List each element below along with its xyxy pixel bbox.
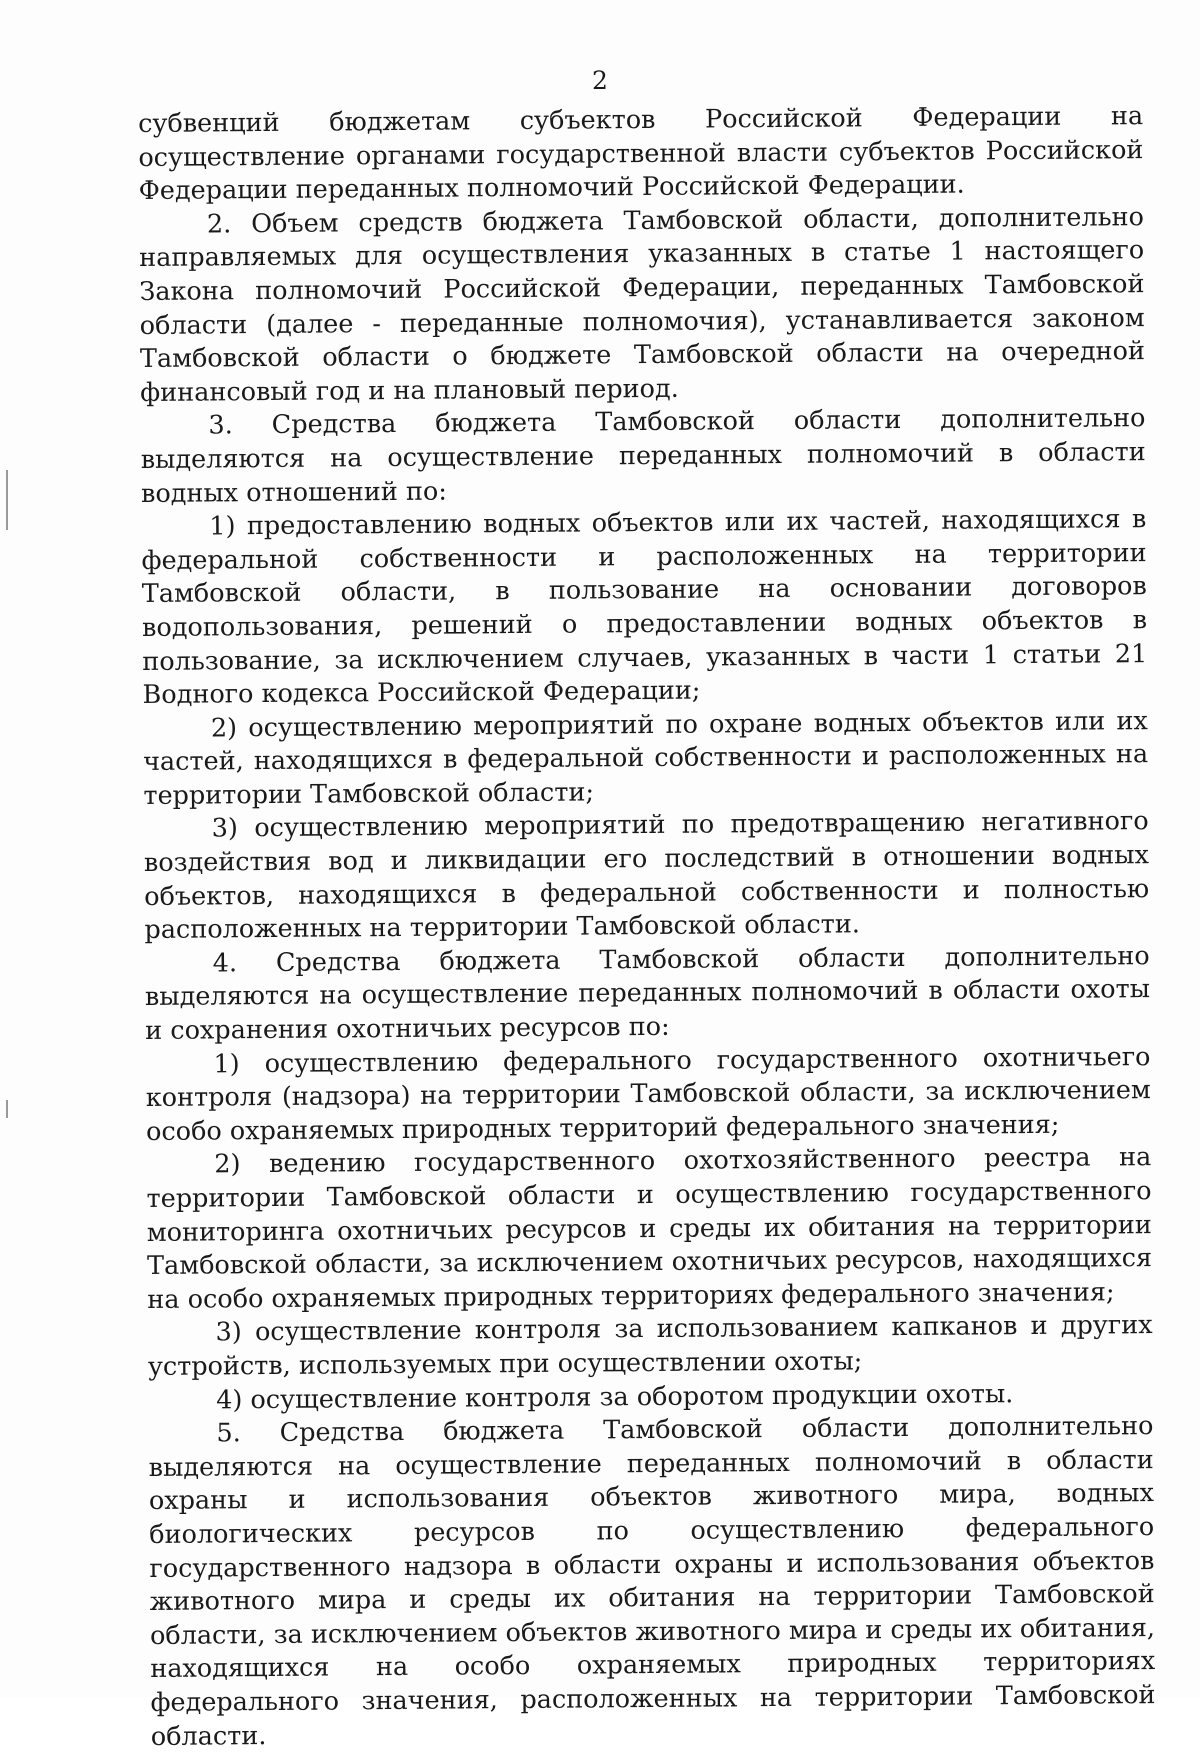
paragraph: 2) осуществлению мероприятий по охране водных объектов или их частей, находящихся в федеральной собственности и расположенных на территории Тамбовской области; [143, 705, 1149, 811]
scan-edge-mark [6, 470, 8, 530]
paragraph: 2) ведению государственного охотхозяйственного реестра на территории Тамбовской области и осуществлению государственного мониторинга охотничьих ресурсов и среды их обитания на территории Тамбовской области, за исключением охотничьих ресурсов, находящихся на особо охраняемых природных территориях федерального значения; [146, 1142, 1153, 1315]
paragraph: 3) осуществление контроля за использованием капканов и других устройств, используемых при осуществлении охоты; [147, 1310, 1153, 1382]
paragraph: 4. Средства бюджета Тамбовской области дополнительно выделяются на осуществление переданных полномочий в области охоты и сохранения охотничьих ресурсов по: [144, 940, 1151, 1047]
page-number: 2 [592, 66, 608, 95]
document-body [138, 100, 1156, 1754]
paragraph: 2. Объем средств бюджета Тамбовской области, дополнительно направляемых для осуществления указанных в статье 1 настоящего Закона полномочий Российской Федерации, переданных Тамбовской области (далее - переданные полномочия), устанавливается законом Тамбовской области о бюджете Тамбовской области на очередной финансовый год и на плановый период. [139, 201, 1146, 408]
paragraph: 1) предоставлению водных объектов или их частей, находящихся в федеральной собственности и расположенных на территории Тамбовской области, в пользование на основании договоров водопользования, решений о предоставлении водных объектов в пользование, за исключением случаев, указанных в части 1 статьи 21 Водного кодекса Российской Федерации; [141, 504, 1148, 711]
paragraph: 3. Средства бюджета Тамбовской области дополнительно выделяются на осуществление переданных полномочий в области водных отношений по: [140, 403, 1146, 509]
paragraph: субвенций бюджетам субъектов Российской Федерации на осуществление органами государственной власти субъектов Российской Федерации переданных полномочий Российской Федерации. [138, 101, 1144, 207]
paragraph: 1) осуществлению федерального государственного охотничьего контроля (надзора) на территории Тамбовской области, за исключением особо охраняемых природных территорий федерального значения; [145, 1041, 1151, 1147]
paragraph: 5. Средства бюджета Тамбовской области дополнительно выделяются на осуществление переданных полномочий в области охраны и использования объектов животного мира, водных биологических ресурсов по осуществлению федерального государственного надзора в области охраны и использования объектов животного мира и среды их обитания на территории Тамбовской области, за исключением объектов животного мира и среды их обитания, находящихся на особо охраняемых природных территориях федерального значения, расположенных на территории Тамбовской области. [148, 1411, 1156, 1752]
paragraph: 3) осуществлению мероприятий по предотвращению негативного воздействия вод и ликвидации его последствий в отношении водных объектов, находящихся в федеральной собственности и полностью расположенных на территории Тамбовской области. [143, 806, 1150, 946]
scan-edge-mark [6, 1100, 8, 1118]
paragraph: 4) осуществление контроля за оборотом продукции охоты. [216, 1378, 1014, 1415]
